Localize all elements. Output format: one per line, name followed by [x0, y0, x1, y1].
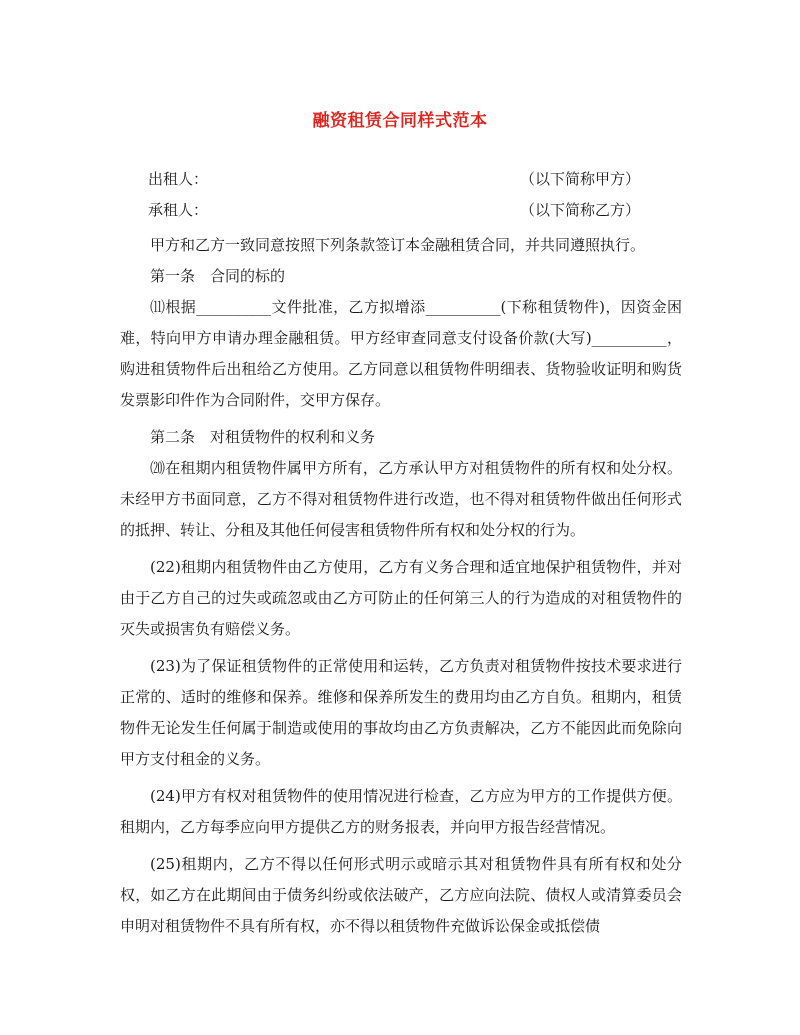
- lessor-note: （以下简称甲方）: [520, 170, 641, 188]
- lessee-label: 承租人：: [148, 201, 209, 219]
- article2-clause-22: (22)租期内租赁物件由乙方使用，乙方有义务合理和适宜地保护租赁物件，并对由于乙方自己的过失或疏忽或由乙方可防止的任何第三人的行为造成的对租赁物件的灭失或损害负有赔偿义务。: [120, 558, 682, 638]
- article2-clause-25: (25)租期内，乙方不得以任何形式明示或暗示其对租赁物件具有所有权和处分权，如乙方在此期间由于债务纠纷或依法破产，乙方应向法院、债权人或清算委员会申明对租赁物件不具有所有权，亦不得以租赁物件充做诉讼保金或抵偿债: [120, 855, 682, 935]
- party-lessor: [148, 168, 648, 190]
- article2-clause-24: (24)甲方有权对租赁物件的使用情况进行检查，乙方应为甲方的工作提供方便。租期内，乙方每季应向甲方提供乙方的财务报表，并向甲方报告经营情况。: [120, 787, 682, 836]
- party-lessee: [148, 199, 648, 221]
- article2-heading: 第二条 对租赁物件的权利和义务: [150, 428, 376, 446]
- document-title: 融资租赁合同样式范本: [312, 111, 488, 131]
- article2-clause-23: (23)为了保证租赁物件的正常使用和运转，乙方负责对租赁物件按技术要求进行正常的、适时的维修和保养。维修和保养所发生的费用均由乙方自负。租期内，租赁物件无论发生任何属于制造或使用的事故均由乙方负责解决，乙方不能因此而免除向甲方支付租金的义务。: [120, 657, 682, 768]
- article2-clause-21: ⒇在租期内租赁物件属甲方所有，乙方承认甲方对租赁物件的所有权和处分权。未经甲方书面同意，乙方不得对租赁物件进行改造，也不得对租赁物件做出任何形式的抵押、转让、分租及其他任何侵害租赁物件所有权和处分权的行为。: [120, 459, 682, 539]
- intro-paragraph: 甲方和乙方一致同意按照下列条款签订本金融租赁合同，并共同遵照执行。: [150, 236, 646, 254]
- contract-body: [120, 230, 682, 942]
- lessor-label: 出租人：: [148, 170, 209, 188]
- article1-heading: 第一条 合同的标的: [150, 267, 286, 285]
- article1-clause-11: ⑾根据__________文件批准，乙方拟增添__________(下称租赁物件)，因资金困难，特向甲方申请办理金融租赁。甲方经审查同意支付设备价款(大写)__________，购进租赁物件后出租给乙方使用。乙方同意以租赁物件明细表、货物验收证明和购货发票影印件作为合同附件，交甲方保存。: [120, 298, 682, 409]
- lessee-note: （以下简称乙方）: [520, 201, 641, 219]
